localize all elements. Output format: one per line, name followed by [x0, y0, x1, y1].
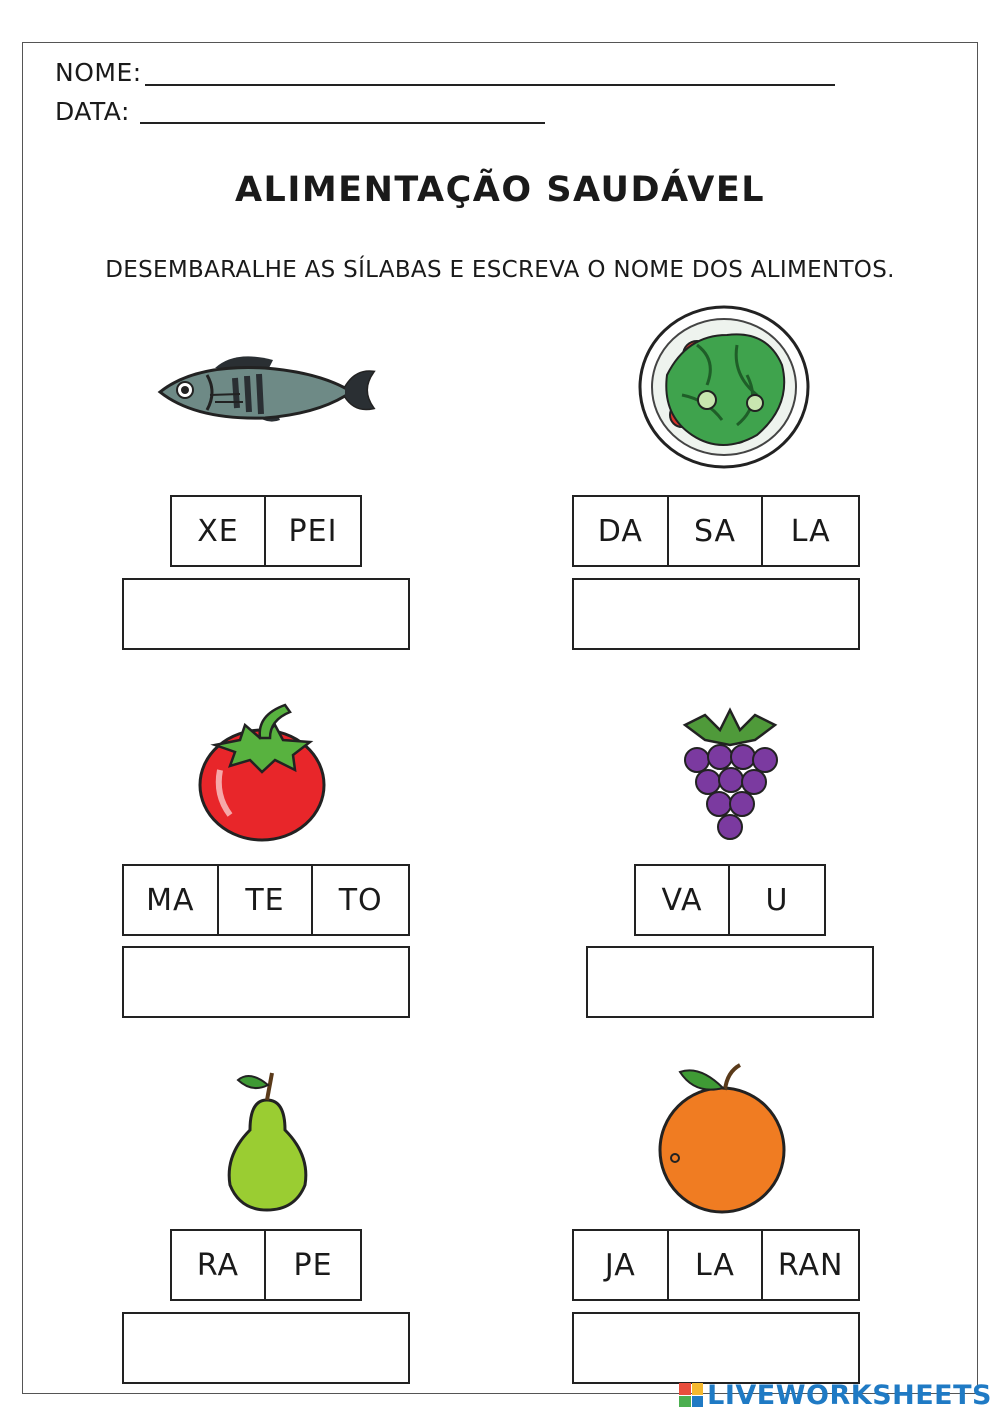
syllable-row-grape [634, 864, 826, 936]
instruction-text: DESEMBARALHE AS SÍLABAS E ESCREVA O NOME DOS ALIMENTOS. [105, 257, 895, 283]
name-field[interactable] [145, 84, 835, 86]
syllable-box: MA [124, 866, 219, 934]
answer-box-pear[interactable] [122, 1312, 410, 1384]
syllable-box: TE [219, 866, 314, 934]
answer-box-orange[interactable] [572, 1312, 860, 1384]
syllable-box: PEI [288, 513, 338, 549]
syllable-row-salad [572, 495, 860, 567]
syllable-row-fish [170, 495, 362, 567]
syllable-box: LA [790, 513, 831, 549]
syllable-box: PE [293, 1247, 333, 1283]
syllable-row-orange [572, 1229, 860, 1301]
syllable-box: SA [669, 497, 764, 565]
syllable-box: TO [338, 882, 383, 918]
name-label: NOME: [55, 58, 142, 87]
syllable-box: RAN [777, 1247, 844, 1283]
syllable-box: LA [669, 1231, 764, 1299]
page-title: ALIMENTAÇÃO SAUDÁVEL [234, 170, 766, 210]
tomato-icon [195, 700, 330, 845]
worksheet-border [22, 42, 978, 1394]
pear-icon [220, 1065, 315, 1215]
syllable-box: RA [172, 1231, 266, 1299]
syllable-box: VA [636, 866, 730, 934]
syllable-row-pear [170, 1229, 362, 1301]
date-field[interactable] [140, 122, 545, 124]
answer-box-fish[interactable] [122, 578, 410, 650]
fish-icon [155, 350, 380, 430]
answer-box-grape[interactable] [586, 946, 874, 1018]
syllable-row-tomato [122, 864, 410, 936]
logo-icon [679, 1383, 703, 1407]
answer-box-tomato[interactable] [122, 946, 410, 1018]
answer-box-salad[interactable] [572, 578, 860, 650]
brand-name: LIVEWORKSHEETS [707, 1379, 992, 1411]
syllable-box: XE [172, 497, 266, 565]
date-label: DATA: [55, 97, 130, 126]
liveworksheets-logo [679, 1380, 992, 1410]
syllable-box: DA [574, 497, 669, 565]
syllable-box: U [765, 882, 789, 918]
syllable-box: JA [574, 1231, 669, 1299]
orange-icon [655, 1060, 790, 1215]
salad-icon [637, 305, 812, 470]
grape-icon [675, 705, 785, 850]
